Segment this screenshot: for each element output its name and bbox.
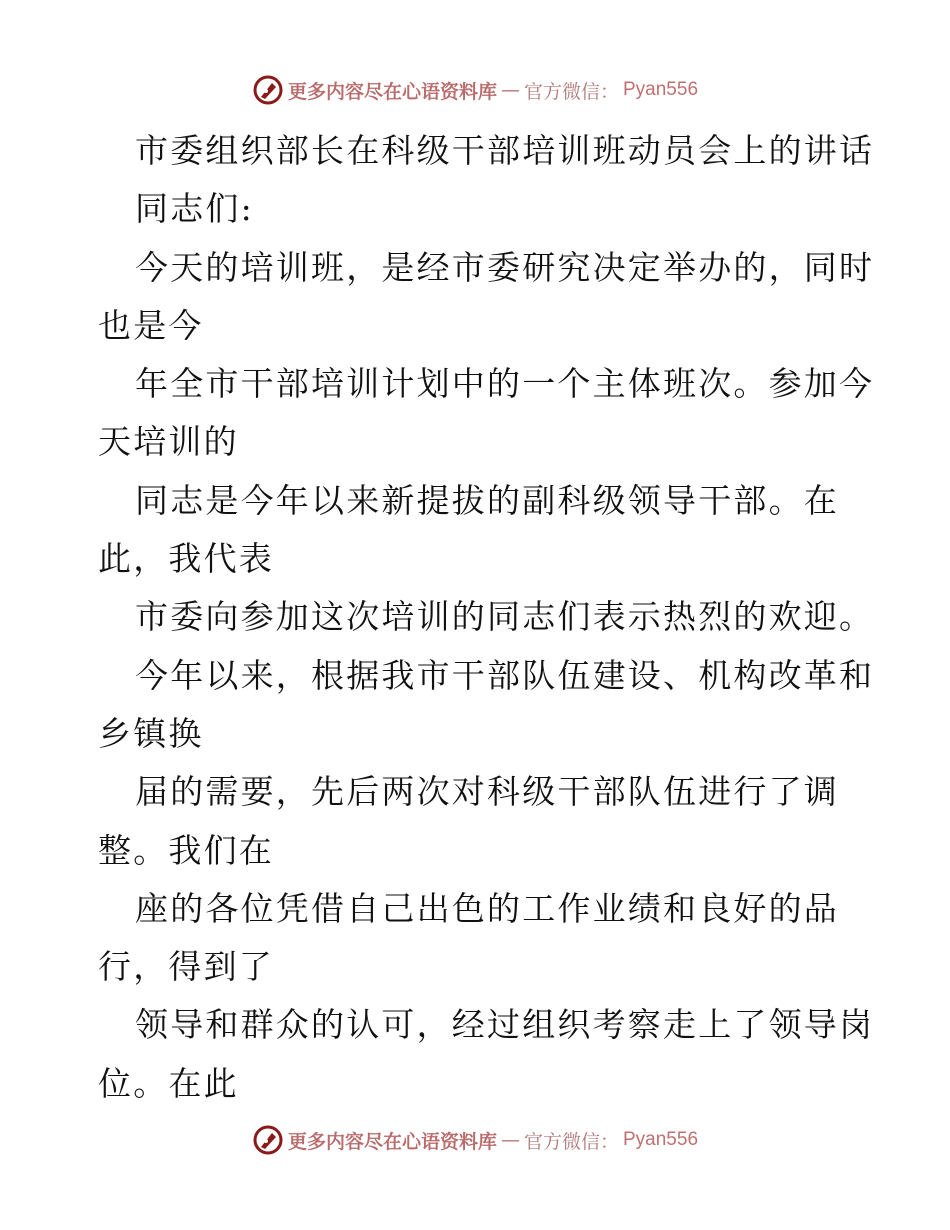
text-line: 乡镇换 — [98, 713, 204, 753]
watermark-group — [252, 1124, 698, 1156]
document-title: 市委组织部长在科级干部培训班动员会上的讲话 — [135, 131, 875, 170]
pen-nib-circle-icon — [252, 74, 284, 106]
watermark-group — [252, 74, 698, 106]
watermark-site-text: 更多内容尽在心语资料库 — [287, 80, 497, 103]
text-line: 同志是今年以来新提拔的副科级领导干部。在 — [135, 480, 839, 520]
footer-watermark — [0, 1122, 950, 1158]
text-line: 市委向参加这次培训的同志们表示热烈的欢迎。 — [135, 597, 875, 637]
text-line: 天培训的 — [98, 422, 239, 462]
watermark-wechat-label: 官方微信： — [523, 1130, 619, 1153]
text-line: 座的各位凭借自己出色的工作业绩和良好的品 — [135, 888, 839, 928]
text-line: 领导和群众的认可，经过组织考察走上了领导岗 — [135, 1005, 875, 1045]
pen-nib-circle-icon — [252, 1124, 284, 1156]
watermark-wechat-id: Pyan556 — [623, 79, 699, 100]
watermark-site-text: 更多内容尽在心语资料库 — [287, 1130, 497, 1153]
watermark-wechat-label: 官方微信： — [523, 80, 619, 103]
text-line: 位。在此 — [98, 1063, 239, 1103]
text-line: 此，我代表 — [98, 539, 274, 579]
watermark-dash: — — [500, 1129, 520, 1151]
text-line: 今年以来，根据我市干部队伍建设、机构改革和 — [135, 655, 875, 695]
salutation: 同志们: — [135, 189, 254, 229]
watermark-dash: — — [500, 79, 520, 101]
text-line: 也是今 — [98, 305, 204, 345]
text-line: 整。我们在 — [98, 830, 274, 870]
text-line: 届的需要，先后两次对科级干部队伍进行了调 — [135, 772, 839, 812]
header-watermark — [0, 72, 950, 108]
text-line: 今天的培训班，是经市委研究决定举办的，同时 — [135, 247, 875, 287]
watermark-wechat-id: Pyan556 — [623, 1129, 699, 1150]
text-line: 行，得到了 — [98, 947, 274, 987]
document-body — [98, 122, 875, 1113]
text-line: 年全市干部培训计划中的一个主体班次。参加今 — [135, 364, 875, 404]
